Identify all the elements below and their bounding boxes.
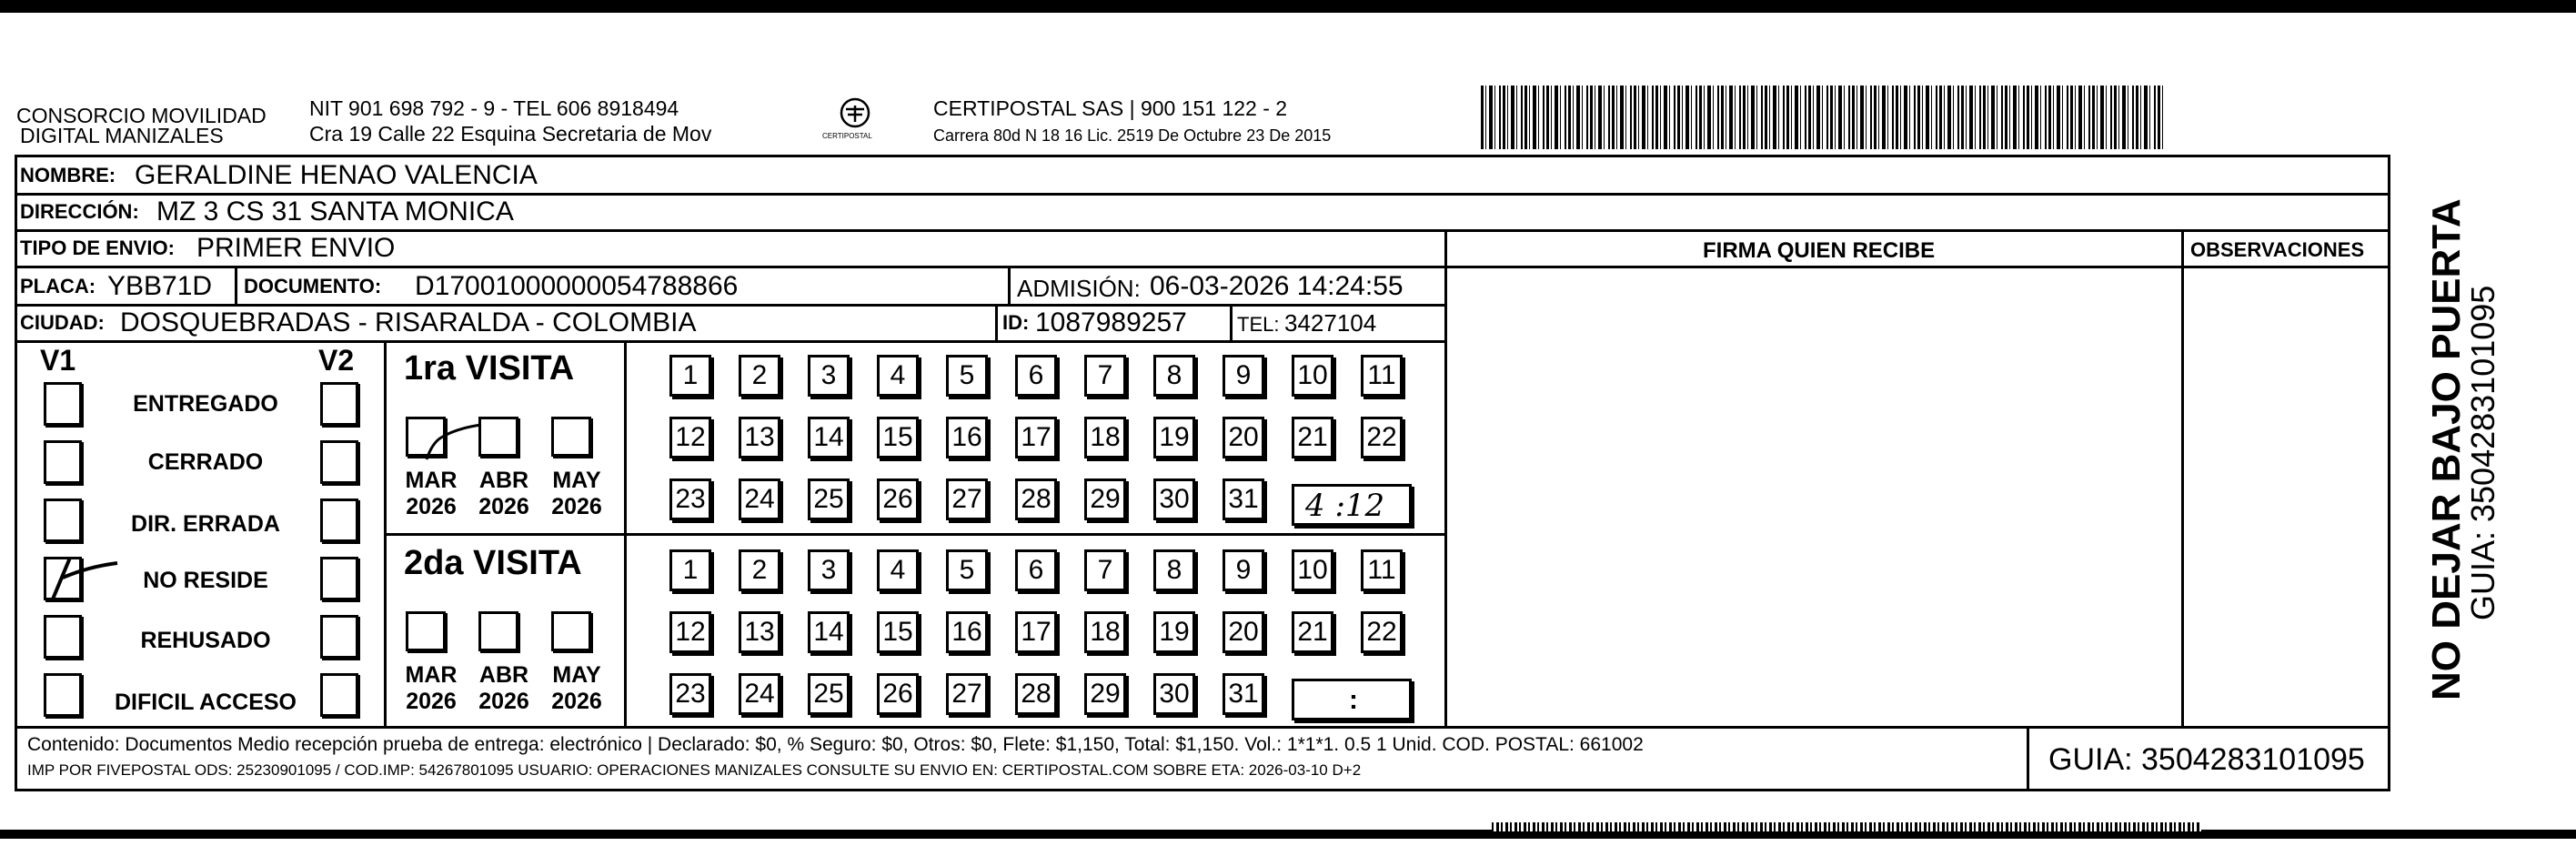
- second-visit-day-24[interactable]: 24: [739, 673, 780, 715]
- v2-checkbox-dificil-acceso[interactable]: [320, 673, 358, 717]
- v2-header: V2: [318, 344, 355, 377]
- second-visit-day-7[interactable]: 7: [1084, 549, 1126, 591]
- second-visit-day-26[interactable]: 26: [877, 673, 919, 715]
- first-visit-day-27[interactable]: 27: [946, 478, 988, 520]
- first-visit-day-15[interactable]: 15: [877, 417, 919, 458]
- second-visit-day-16[interactable]: 16: [946, 611, 988, 653]
- first-visit-day-8[interactable]: 8: [1153, 355, 1195, 397]
- v2-checkbox-entregado[interactable]: [320, 382, 358, 426]
- tel-value: 3427104: [1284, 309, 1377, 337]
- barcode: [1481, 86, 2163, 149]
- first-visit-label-abr: ABR 2026: [478, 468, 529, 519]
- v1-checkbox-rehusado[interactable]: [44, 615, 82, 659]
- v1-checkbox-no-reside[interactable]: [44, 557, 82, 600]
- second-visit-day-22[interactable]: 22: [1361, 611, 1403, 653]
- documento-value: D17001000000054788866: [415, 271, 739, 301]
- second-visit-day-23[interactable]: 23: [669, 673, 711, 715]
- first-visit-label-mar: MAR 2026: [405, 468, 458, 519]
- v1-checkbox-dificil-acceso[interactable]: [44, 673, 82, 717]
- col-line: [1230, 304, 1233, 340]
- direccion-label: DIRECCIÓN:: [20, 200, 139, 223]
- second-visit-day-6[interactable]: 6: [1015, 549, 1057, 591]
- row-line: [15, 229, 2390, 232]
- first-visit-month-abr[interactable]: [478, 417, 518, 457]
- second-visit-day-5[interactable]: 5: [946, 549, 988, 591]
- ciudad-label: CIUDAD:: [20, 311, 105, 334]
- second-visit-day-4[interactable]: 4: [877, 549, 919, 591]
- certipostal-logo: [819, 95, 891, 149]
- footer-imp: IMP POR FIVEPOSTAL ODS: 25230901095 / COD.IMP: 54267801095 USUARIO: OPERACIONES MANIZALES CONSULTE SU ENVIO EN: CERTIPOSTAL.COM SOBRE ETA: 2026-03-10 D+2: [27, 761, 1362, 779]
- admision-value: 06-03-2026 14:24:55: [1150, 271, 1404, 301]
- placa-label: PLACA:: [20, 275, 96, 297]
- first-visit-label-may: MAY 2026: [551, 468, 602, 519]
- footer-contenido: Contenido: Documentos Medio recepción prueba de entrega: electrónico | Declarado: $0, % Seguro: $0, Otros: $0, Flete: $1,150, Total: $1,150. Vol.: 1*1*1. 0.5 1 Unid. COD. POSTAL: 661002: [27, 734, 1644, 755]
- second-visit-label-abr: ABR 2026: [478, 662, 529, 714]
- id-value: 1087989257: [1035, 307, 1187, 337]
- v1-checkbox-dir-errada[interactable]: [44, 499, 82, 542]
- col-line: [1444, 229, 1447, 726]
- second-visit-title: 2da VISITA: [404, 544, 582, 582]
- second-visit-day-27[interactable]: 27: [946, 673, 988, 715]
- first-visit-day-29[interactable]: 29: [1084, 478, 1126, 520]
- status-cerrado: CERRADO: [147, 449, 264, 475]
- nit-line: NIT 901 698 792 - 9 - TEL 606 8918494: [309, 96, 679, 120]
- handwritten-check-mark: [43, 550, 116, 605]
- columns-observaciones: OBSERVACIONES: [2190, 238, 2365, 261]
- first-visit-day-11[interactable]: 11: [1361, 355, 1403, 397]
- first-visit-day-2[interactable]: 2: [739, 355, 780, 397]
- status-dificil-acceso: DIFICIL ACCESO: [114, 690, 297, 715]
- company-name-2: DIGITAL MANIZALES: [20, 124, 224, 147]
- row-line: [15, 193, 2390, 196]
- handwritten-mark: [414, 416, 487, 461]
- row-line: [15, 726, 2390, 729]
- direccion-value: MZ 3 CS 31 SANTA MONICA: [156, 196, 514, 227]
- v2-checkbox-rehusado[interactable]: [320, 615, 358, 659]
- second-visit-month-abr[interactable]: [478, 611, 518, 651]
- first-visit-day-3[interactable]: 3: [808, 355, 850, 397]
- first-visit-day-23[interactable]: 23: [669, 478, 711, 520]
- status-no-reside: NO RESIDE: [143, 568, 268, 593]
- carrier-address: Carrera 80d N 18 16 Lic. 2519 De Octubre 23 De 2015: [933, 126, 1332, 145]
- first-visit-month-mar[interactable]: [406, 417, 446, 457]
- first-visit-day-16[interactable]: 16: [946, 417, 988, 458]
- v1-checkbox-entregado[interactable]: [44, 382, 82, 426]
- side-guia: GUIA: 3504283101095: [2464, 285, 2501, 620]
- placa-value: YBB71D: [107, 271, 213, 301]
- no-dejar-bajo-puerta: NO DEJAR BAJO PUERTA: [2424, 198, 2469, 700]
- first-visit-time-handwritten: 4 :12: [1305, 488, 1385, 524]
- col-line: [235, 266, 237, 304]
- row-line: [1446, 266, 2390, 268]
- second-visit-time-separator: :: [1349, 685, 1358, 715]
- second-visit-day-10[interactable]: 10: [1292, 549, 1333, 591]
- top-scan-edge: [0, 0, 2576, 13]
- logo-text: CERTIPOSTAL: [822, 132, 872, 140]
- col-line: [2181, 229, 2184, 726]
- tel-label: TEL:: [1237, 313, 1280, 336]
- second-visit-day-3[interactable]: 3: [808, 549, 850, 591]
- second-visit-day-20[interactable]: 20: [1223, 611, 1264, 653]
- admision-label: ADMISIÓN:: [1017, 275, 1141, 302]
- first-visit-month-may[interactable]: [551, 417, 591, 457]
- first-visit-day-10[interactable]: 10: [1292, 355, 1333, 397]
- second-visit-day-13[interactable]: 13: [739, 611, 780, 653]
- second-visit-day-18[interactable]: 18: [1084, 611, 1126, 653]
- second-visit-day-29[interactable]: 29: [1084, 673, 1126, 715]
- second-visit-day-11[interactable]: 11: [1361, 549, 1403, 591]
- first-visit-day-25[interactable]: 25: [808, 478, 850, 520]
- first-visit-day-5[interactable]: 5: [946, 355, 988, 397]
- first-visit-day-26[interactable]: 26: [877, 478, 919, 520]
- second-visit-month-mar[interactable]: [406, 611, 446, 651]
- columns-firma: FIRMA QUIEN RECIBE: [1703, 238, 1936, 263]
- first-visit-day-12[interactable]: 12: [669, 417, 711, 458]
- first-visit-day-6[interactable]: 6: [1015, 355, 1057, 397]
- col-line: [1008, 266, 1011, 304]
- first-visit-day-4[interactable]: 4: [877, 355, 919, 397]
- col-line: [995, 304, 998, 340]
- second-visit-day-8[interactable]: 8: [1153, 549, 1195, 591]
- first-visit-day-22[interactable]: 22: [1361, 417, 1403, 458]
- second-visit-day-12[interactable]: 12: [669, 611, 711, 653]
- v1-header: V1: [40, 344, 76, 377]
- bottom-barcode-fragment: [1492, 822, 2201, 831]
- carrier-line: CERTIPOSTAL SAS | 900 151 122 - 2: [933, 96, 1288, 120]
- row-line: [15, 340, 1446, 343]
- col-line: [2027, 726, 2029, 791]
- first-visit-title: 1ra VISITA: [404, 349, 575, 388]
- v2-checkbox-cerrado[interactable]: [320, 440, 358, 484]
- first-visit-day-18[interactable]: 18: [1084, 417, 1126, 458]
- second-visit-day-28[interactable]: 28: [1015, 673, 1057, 715]
- second-visit-label-may: MAY 2026: [551, 662, 602, 714]
- second-visit-day-9[interactable]: 9: [1223, 549, 1264, 591]
- second-visit-day-25[interactable]: 25: [808, 673, 850, 715]
- v1-checkbox-cerrado[interactable]: [44, 440, 82, 484]
- first-visit-day-20[interactable]: 20: [1223, 417, 1264, 458]
- second-visit-day-2[interactable]: 2: [739, 549, 780, 591]
- first-visit-day-31[interactable]: 31: [1223, 478, 1264, 520]
- tipo-envio-label: TIPO DE ENVIO:: [20, 237, 175, 259]
- status-entregado: ENTREGADO: [133, 391, 278, 417]
- row-line: [15, 266, 1446, 268]
- ciudad-value: DOSQUEBRADAS - RISARALDA - COLOMBIA: [120, 307, 697, 337]
- company-name-1: CONSORCIO MOVILIDAD: [16, 104, 267, 127]
- second-visit-day-15[interactable]: 15: [877, 611, 919, 653]
- v2-checkbox-no-reside[interactable]: [320, 557, 358, 600]
- second-visit-day-31[interactable]: 31: [1223, 673, 1264, 715]
- second-visit-time-box[interactable]: [1292, 679, 1412, 720]
- first-visit-day-28[interactable]: 28: [1015, 478, 1057, 520]
- nombre-label: NOMBRE:: [20, 164, 116, 186]
- first-visit-day-30[interactable]: 30: [1153, 478, 1195, 520]
- first-visit-day-9[interactable]: 9: [1223, 355, 1264, 397]
- first-visit-day-13[interactable]: 13: [739, 417, 780, 458]
- status-dir-errada: DIR. ERRADA: [131, 511, 280, 537]
- first-visit-time-box[interactable]: [1292, 484, 1412, 526]
- nombre-value: GERALDINE HENAO VALENCIA: [135, 160, 538, 190]
- row-line: [384, 533, 1446, 536]
- id-label: ID:: [1002, 311, 1030, 334]
- documento-label: DOCUMENTO:: [244, 275, 382, 297]
- v2-checkbox-dir-errada[interactable]: [320, 499, 358, 542]
- second-visit-day-14[interactable]: 14: [808, 611, 850, 653]
- second-visit-month-may[interactable]: [551, 611, 591, 651]
- first-visit-day-7[interactable]: 7: [1084, 355, 1126, 397]
- first-visit-day-19[interactable]: 19: [1153, 417, 1195, 458]
- second-visit-day-1[interactable]: 1: [669, 549, 711, 591]
- tipo-envio-value: PRIMER ENVIO: [196, 233, 396, 263]
- first-visit-day-14[interactable]: 14: [808, 417, 850, 458]
- first-visit-day-21[interactable]: 21: [1292, 417, 1333, 458]
- second-visit-label-mar: MAR 2026: [405, 662, 458, 714]
- address-line: Cra 19 Calle 22 Esquina Secretaria de Mov: [309, 122, 712, 146]
- second-visit-day-19[interactable]: 19: [1153, 611, 1195, 653]
- footer-guia: GUIA: 3504283101095: [2048, 742, 2365, 777]
- first-visit-day-17[interactable]: 17: [1015, 417, 1057, 458]
- first-visit-day-24[interactable]: 24: [739, 478, 780, 520]
- first-visit-day-1[interactable]: 1: [669, 355, 711, 397]
- second-visit-day-17[interactable]: 17: [1015, 611, 1057, 653]
- second-visit-day-21[interactable]: 21: [1292, 611, 1333, 653]
- status-rehusado: REHUSADO: [140, 628, 271, 653]
- second-visit-day-30[interactable]: 30: [1153, 673, 1195, 715]
